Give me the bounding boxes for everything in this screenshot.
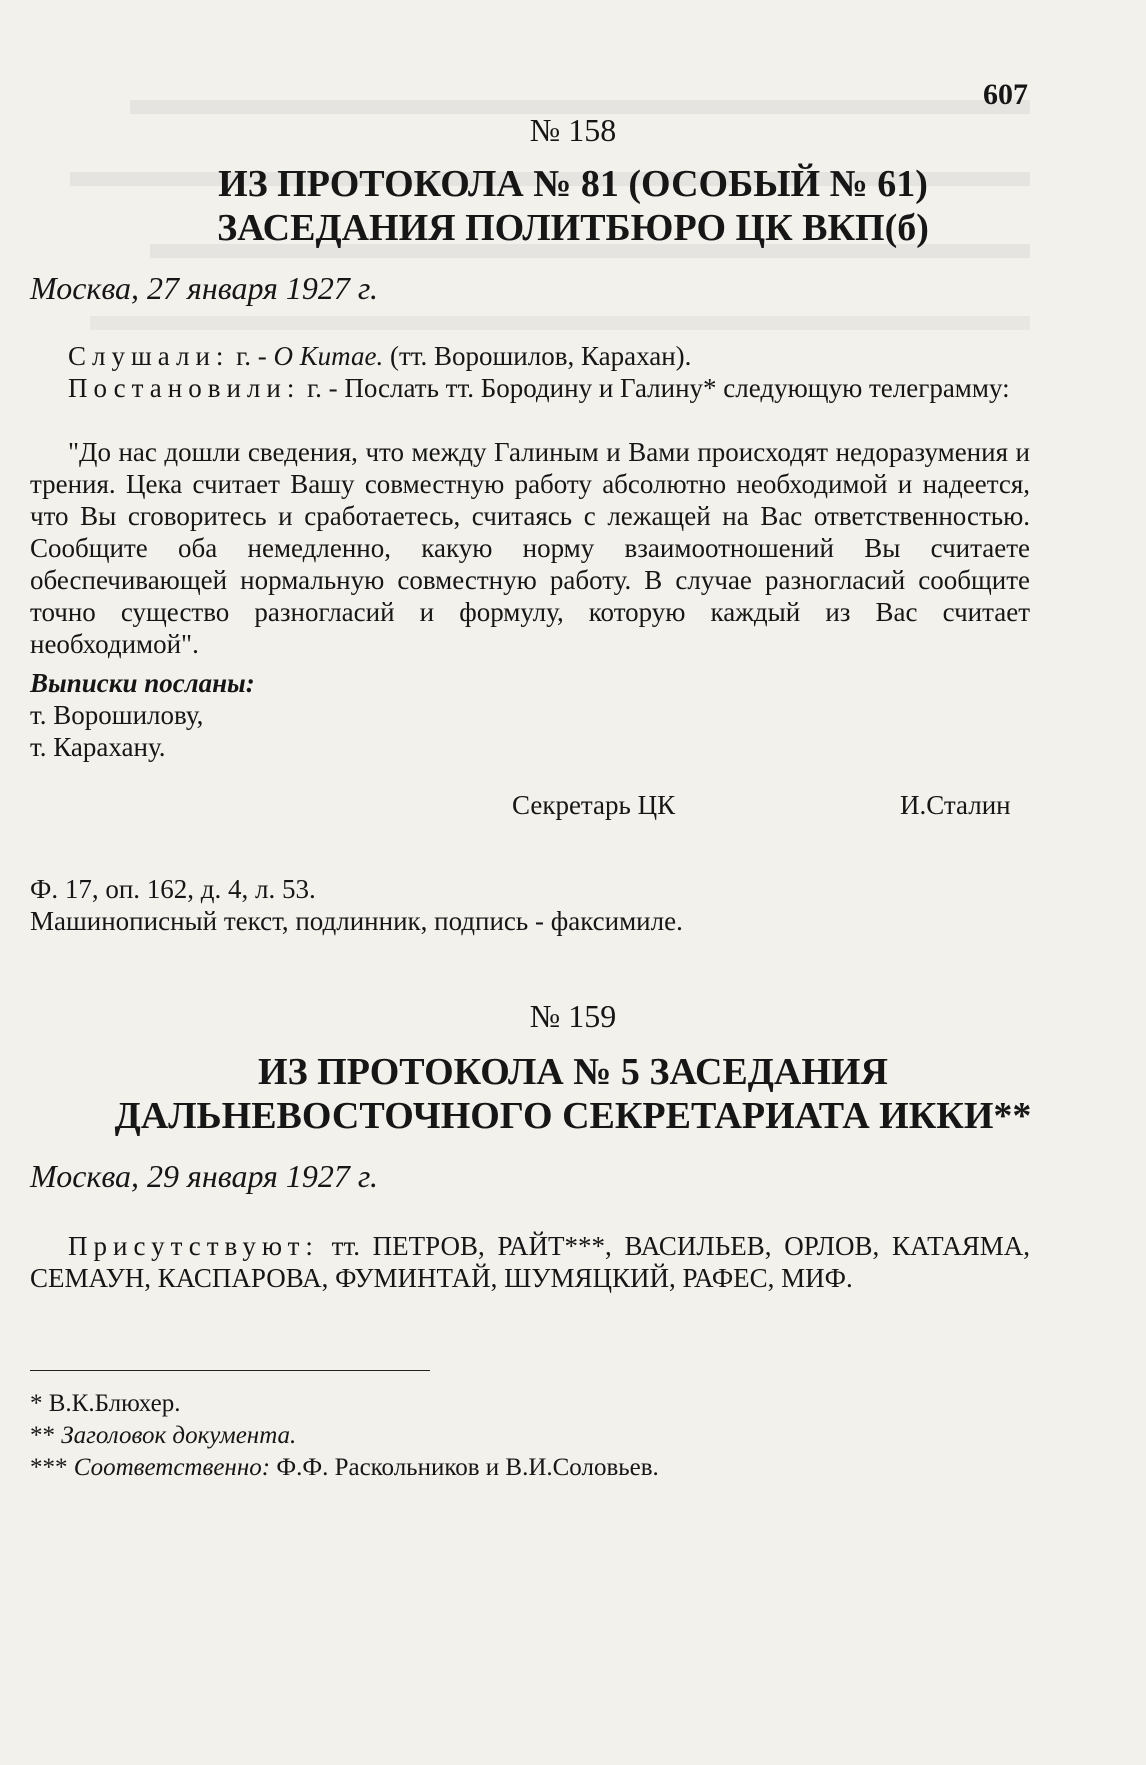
page-number: 607 <box>983 78 1028 111</box>
place-date: Москва, 29 января 1927 г. <box>30 1158 378 1194</box>
signer-title: Секретарь ЦК <box>512 790 676 820</box>
heard-label: Слушали: <box>68 341 230 371</box>
signer-name: И.Сталин <box>900 790 1011 820</box>
heard-people: (тт. Ворошилов, Карахан). <box>383 341 692 371</box>
heard-paragraph <box>30 340 1030 372</box>
document-title <box>40 162 1106 250</box>
footnote-mark: ** <box>30 1422 55 1449</box>
present-paragraph <box>30 1230 1030 1294</box>
extracts-label: Выписки посланы: <box>30 668 255 698</box>
resolved-label: Постановили: <box>68 373 301 403</box>
title-line: ДАЛЬНЕВОСТОЧНОГО СЕКРЕТАРИАТА ИККИ** <box>114 1095 1032 1137</box>
archive-reference: Ф. 17, оп. 162, д. 4, л. 53. <box>30 874 316 904</box>
resolved-paragraph <box>30 372 1030 404</box>
footnote <box>30 1422 296 1450</box>
extract-recipient: т. Карахану. <box>30 732 166 762</box>
document-number: № 158 <box>529 112 617 148</box>
telegram-text: "До нас дошли сведения, что между Галиным и Вами происходят недоразумения и трения. Цека считает Вашу совместную работу абсолютно необходимой и надеется, что Вы сговоритесь и сработаетесь, считаясь с лежащей на Вас ответственностью. Сообщите оба немедленно, какую норму взаимоотношений Вы считаете обеспечивающей нормальную совместную работу. В случае разногласий сообщите точно существо разногласий и формулу, которую каждый из Вас считает необходимой". <box>30 437 1030 659</box>
document-number: № 159 <box>529 998 617 1034</box>
footnote-text: Заголовок документа. <box>61 1422 297 1449</box>
place-date: Москва, 27 января 1927 г. <box>30 270 378 306</box>
document-title <box>40 1050 1106 1138</box>
footnote-label: Соответственно: <box>73 1454 271 1481</box>
extract-recipient: т. Ворошилову, <box>30 700 204 730</box>
archive-note: Машинописный текст, подлинник, подпись - факсимиле. <box>30 906 683 936</box>
footnote <box>30 1390 181 1418</box>
present-label: Присутствуют: <box>68 1231 319 1261</box>
footnote-mark: *** <box>30 1454 68 1481</box>
resolved-text: г. - Послать тт. Бородину и Галину* следующую телеграмму: <box>300 373 1010 403</box>
heard-subject: О Китае. <box>273 341 384 371</box>
title-line: ИЗ ПРОТОКОЛА № 5 ЗАСЕДАНИЯ <box>258 1051 888 1093</box>
present-text: тт. ПЕТРОВ, РАЙТ***, ВАСИЛЬЕВ, ОРЛОВ, КАТАЯМА, СЕМАУН, КАСПАРОВА, ФУМИНТАЙ, ШУМЯЦКИЙ, РАФЕС, МИФ. <box>30 1231 1030 1293</box>
footnote <box>30 1454 659 1482</box>
footnote-divider <box>30 1370 430 1371</box>
title-line: ИЗ ПРОТОКОЛА № 81 (ОСОБЫЙ № 61) <box>218 163 928 205</box>
footnote-text: Ф.Ф. Раскольников и В.И.Соловьев. <box>270 1454 659 1481</box>
title-line: ЗАСЕДАНИЯ ПОЛИТБЮРО ЦК ВКП(б) <box>217 207 929 249</box>
footnote-mark: * <box>30 1390 43 1417</box>
footnote-text: В.К.Блюхер. <box>48 1390 181 1417</box>
heard-item: г. - <box>229 341 274 371</box>
